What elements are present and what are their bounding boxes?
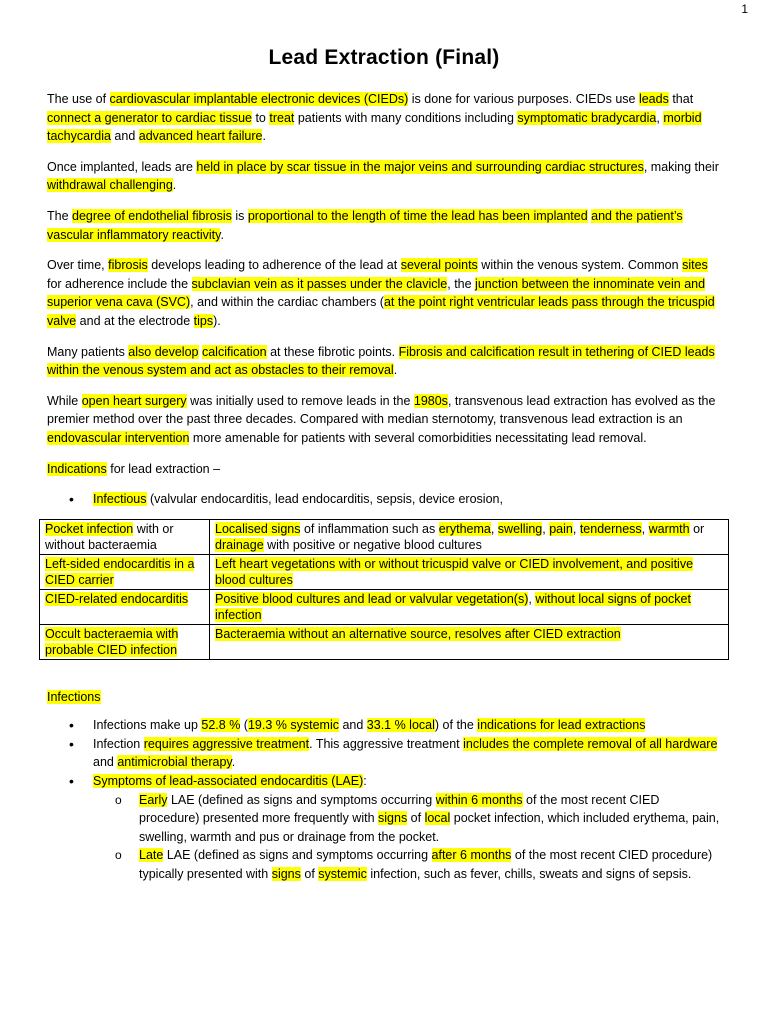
text-run: was initially used to remove leads in the [186,393,414,408]
indications-list [47,490,723,509]
text-run: , [528,591,536,606]
highlighted-text: local [424,811,451,826]
table-cell-criteria [210,554,729,589]
highlighted-text: swelling [497,521,543,536]
highlighted-text: erythema [438,521,491,536]
text-run: (valvular endocarditis, lead endocarditis, sepsis, device erosion, [146,492,503,507]
highlighted-text: Occult bacteraemia with probable CIED infection [45,626,179,657]
text-run: and at the electrode [76,313,194,328]
text-run: for lead extraction – [106,461,221,476]
table-cell-condition [40,554,210,589]
infection-indications-table [39,519,729,660]
text-run: is done for various purposes. CIEDs use [408,92,639,106]
text-run: within the venous system. Common [477,258,683,273]
highlighted-text: several points [400,258,478,273]
highlighted-text: withdrawal challenging [47,178,173,193]
paragraph-history [47,392,723,448]
text-run: and [93,755,118,770]
text-run: with positive or negative blood cultures [263,537,482,552]
highlighted-text: pain [549,521,573,536]
text-run: , the [447,276,476,291]
text-run: and [110,129,139,144]
highlighted-text: CIED-related endocarditis [45,591,189,606]
highlighted-text: drainage [215,537,264,552]
highlighted-text: Left heart vegetations with or without tricuspid valve or CIED involvement, and positive blood cultures [215,556,694,587]
highlighted-text: Symptoms of lead-associated endocarditis (LAE) [93,774,364,789]
paragraph-indications [47,460,723,479]
text-run: and [338,718,367,733]
highlighted-text: advanced heart failure [138,129,263,144]
text-run: The use of [47,92,110,106]
table-row [40,554,729,589]
highlighted-text: 33.1 % local [366,718,435,733]
highlighted-text: cardiovascular implantable electronic devices (CIEDs) [109,92,409,106]
highlighted-text: signs [271,867,301,882]
text-run: . This aggressive treatment [309,736,464,751]
text-run: of [300,867,319,882]
lae-sublist [93,791,723,884]
text-run: . [393,363,398,378]
sub-list-item [93,791,723,847]
text-run: pocket infection, which included erythema, pain, swelling, warmth and pus or drainage from the pocket. [139,811,720,844]
table-cell-condition [40,624,210,659]
table-cell-condition [40,519,210,554]
infections-list [47,716,723,883]
highlighted-text: Late [139,848,164,863]
list-item [47,772,723,884]
document-title: Lead Extraction (Final) [268,46,500,69]
text-run: ( [240,718,248,733]
highlighted-text: 52.8 % [201,718,241,733]
highlighted-text: Left-sided endocarditis in a CIED carrier [45,556,195,587]
list-item [47,735,723,772]
highlighted-text: open heart surgery [81,393,187,408]
table-cell-criteria [210,624,729,659]
highlighted-text: fibrosis [108,258,148,273]
text-run: that [668,92,694,106]
text-run: The [47,208,73,223]
text-run: of inflammation such as [300,521,439,536]
text-run: . [262,129,266,144]
highlighted-text: connect a generator to cardiac tissue [47,110,252,125]
text-run: Over time, [47,258,109,273]
highlighted-text: signs [378,811,408,826]
highlighted-text: sites [682,258,708,273]
highlighted-text: tips [193,313,214,328]
highlighted-text: at the point right ventricular leads pass through the tricuspid valve [47,295,715,328]
text-run: of the most recent CIED procedure) typically presented with [139,848,713,882]
text-run: patients with many conditions including [294,110,518,125]
highlighted-text: systemic [318,867,367,882]
text-run: . [231,755,236,770]
text-run: develops leading to adherence of the lead at [147,258,401,273]
text-run: , [656,110,664,125]
text-run: more amenable for patients with several comorbidities necessitating lead removal. [189,430,647,445]
table-row [40,624,729,659]
highlighted-text: Infectious [93,492,147,507]
sub-list-item [93,846,723,883]
text-run: Infections make up [93,718,202,733]
text-run: . [220,227,224,242]
highlighted-text: within 6 months [435,792,523,807]
text-run: infection, such as fever, chills, sweats and signs of sepsis. [366,867,692,882]
highlighted-text: and the patient’s vascular inflammatory reactivity [47,208,683,242]
table-row [40,519,729,554]
list-item-infectious [47,490,723,509]
highlighted-text: also develop [128,344,199,359]
paragraph-scar-tissue [47,158,723,195]
highlighted-text: proportional to the length of time the lead has been implanted [247,208,588,223]
text-run: or [689,521,705,536]
text-run: for adherence include the [47,276,192,291]
highlighted-text: symptomatic bradycardia [517,110,657,125]
text-run: , [542,521,550,536]
highlighted-text: Positive blood cultures and lead or valvular vegetation(s) [215,591,529,606]
text-run: with or without bacteraemia [45,521,174,552]
text-run: , making their [643,159,719,174]
highlighted-text: requires aggressive treatment [143,736,310,751]
table-cell-condition [40,589,210,624]
table-cell-criteria [210,589,729,624]
highlighted-text: endovascular intervention [47,430,190,445]
text-run: LAE (defined as signs and symptoms occurring [163,848,432,863]
table-cell-criteria [210,519,729,554]
table-row [40,589,729,624]
infections-heading: Infections [47,689,101,704]
highlighted-text: includes the complete removal of all hardware [463,736,718,751]
text-run: to [251,110,270,125]
text-run: , [490,521,498,536]
highlighted-text: Indications [47,461,107,476]
highlighted-text: calcification [201,344,267,359]
text-run: Once implanted, leads are [47,159,197,174]
text-run: ). [213,313,221,328]
text-run: Many patients [47,344,129,359]
highlighted-text: Bacteraemia without an alternative source, resolves after CIED extraction [215,626,621,641]
highlighted-text: morbid tachycardia [47,110,702,144]
list-item [47,716,723,735]
highlighted-text: 1980s [413,393,448,408]
page-number: 1 [741,2,748,16]
highlighted-text: without local signs of pocket infection [215,591,691,622]
text-run: , [641,521,649,536]
highlighted-text: junction between the innominate vein and superior vena cava (SVC) [47,276,706,310]
text-run: of the most recent CIED procedure) presented more frequently with [139,792,660,826]
highlighted-text: degree of endothelial fibrosis [72,208,232,223]
text-run: LAE (defined as signs and symptoms occurring [167,792,436,807]
highlighted-text: treat [269,110,295,125]
highlighted-text: Localised signs [215,521,301,536]
text-run: , [572,521,580,536]
text-run: of [407,811,425,826]
text-run: Infection [93,736,144,751]
highlighted-text: held in place by scar tissue in the major veins and surrounding cardiac structures [196,159,644,174]
text-run: , and within the cardiac chambers ( [190,295,384,310]
highlighted-text: indications for lead extractions [477,718,646,733]
text-run: is [231,208,248,223]
text-run: , transvenous lead extraction has evolved as the premier method over the past three decades. Compared with median sternotomy, transvenous lead extraction is an [47,393,716,427]
highlighted-text: 19.3 % systemic [247,718,339,733]
highlighted-text: tenderness [579,521,642,536]
paragraph-cied-intro [47,90,723,146]
highlighted-text: Fibrosis and calcification result in tethering of CIED leads within the venous system and act as obstacles to their removal [47,344,715,378]
text-run: While [47,393,82,408]
highlighted-text: Early [139,792,168,807]
highlighted-text: after 6 months [431,848,512,863]
paragraph-calcification [47,343,723,380]
highlighted-text: warmth [648,521,690,536]
highlighted-text: leads [638,92,669,106]
text-run: at these fibrotic points. [266,344,399,359]
paragraph-fibrosis-degree [47,207,723,244]
paragraph-adherence-sites [47,256,723,330]
text-run: : [363,774,367,789]
text-run: ) of the [434,718,478,733]
highlighted-text: subclavian vein as it passes under the clavicle [191,276,448,291]
text-run: . [172,178,177,193]
highlighted-text: antimicrobial therapy [117,755,232,770]
highlighted-text: Pocket infection [45,521,134,536]
document-body [47,90,723,894]
